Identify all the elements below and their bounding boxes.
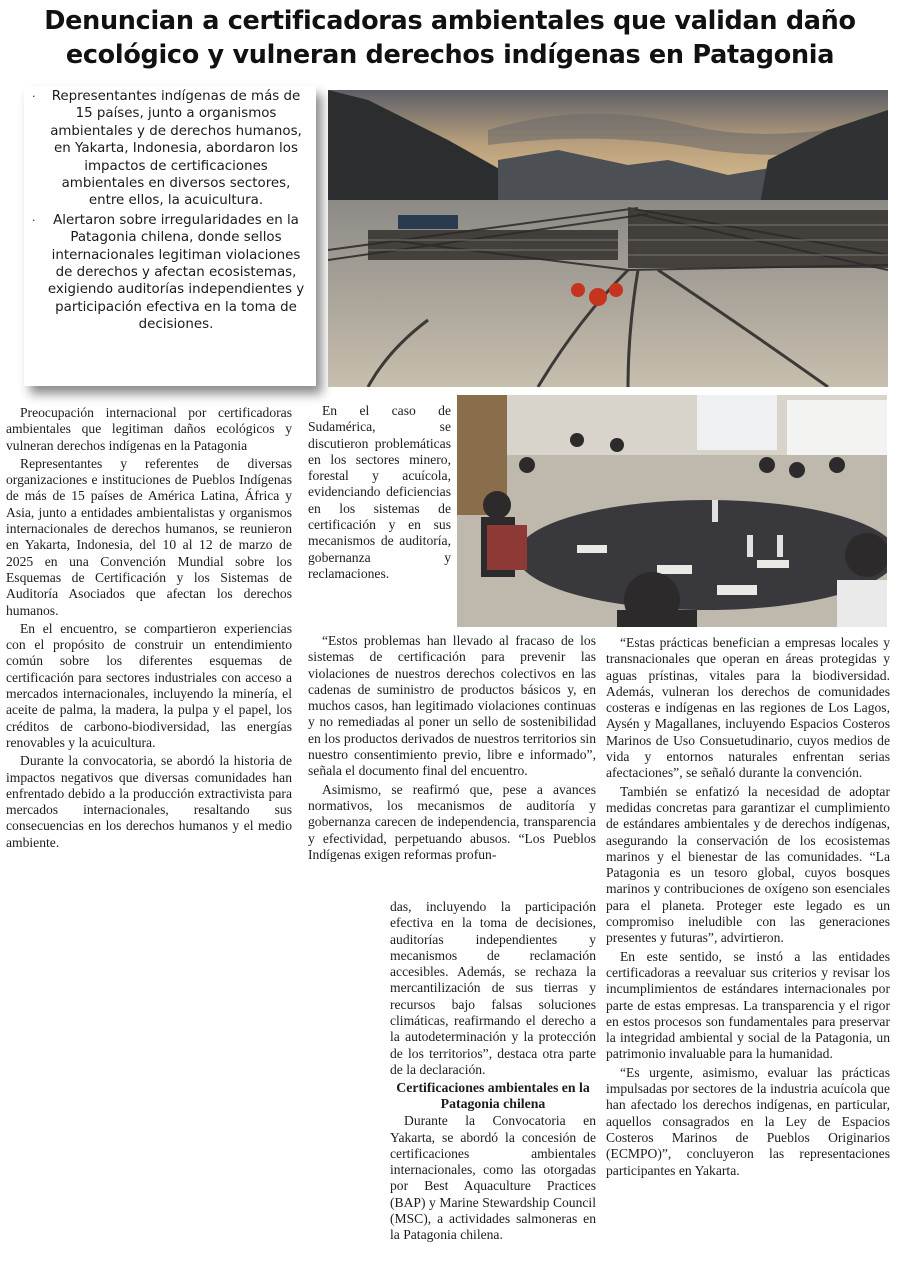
bullet-marker: · <box>32 90 36 103</box>
paragraph: “Estas prácticas benefician a empresas locales y transnacionales que operan en áreas protegidas y aguas prístinas, vitales para la biodiversidad. Además, vulneran los derechos de comunidades costeras e indígenas en las regiones de Los Lagos, Aysén y Magallanes, incluyendo Espacios Costeros Marinos de Uso Consuetudinario, cuyos medios de vida y entornos naturales enfrentan serias afectaciones”, se señaló durante la convención. <box>606 635 890 781</box>
section-subheading: Certificaciones ambientales en la Patagonia chilena <box>396 1080 590 1112</box>
column-1 <box>6 405 292 853</box>
column-2-top <box>308 403 451 584</box>
meeting-photo <box>457 395 887 627</box>
bullet-marker: · <box>32 213 36 227</box>
salmon-farm-photo <box>328 90 888 387</box>
meeting-illustration <box>457 395 887 627</box>
paragraph: Representantes y referentes de diversas organizaciones e instituciones de Pueblos Indígenas de más de 15 países de América Latina, África y Asia, junto a entidades ambientalistas y organismos internacionales de derechos humanos, se reunieron en Yakarta, Indonesia, del 10 al 12 de marzo de 2025 en una Convención Mundial sobre los Esquemas de Certificación y los Sistemas de Auditoría Asociados que afectan los derechos humanos. <box>6 455 292 618</box>
summary-text: Alertaron sobre irregularidades en la Patagonia chilena, donde sellos internacionales legitiman violaciones de derechos y afectan ecosistemas, exigiendo auditorías independientes y participación efectiva en la toma de decisiones. <box>47 212 305 333</box>
paragraph: En este sentido, se instó a las entidades certificadoras a reevaluar sus criterios y revisar los incumplimientos de estándares internacionales por parte de estas empresas. La transparencia y el rigor en estos procesos son fundamentales para preservar la integridad ambiental y social de la Patagonia, un patrimonio invaluable para la humanidad. <box>606 948 890 1062</box>
summary-list <box>32 88 306 334</box>
paragraph: Preocupación internacional por certificadoras ambientales que legitiman daños ecológicos y vulneran derechos indígenas en la Patagonia <box>6 405 292 453</box>
column-2-bottom <box>390 899 596 1246</box>
paragraph: “Es urgente, asimismo, evaluar las prácticas impulsadas por sectores de la industria acuícola que han afectado los derechos indígenas, en particular, aquellos consagrados en la Ley de Espacios Costeros Marinos de Pueblos Originarios (ECMPO)”, concluyeron las representaciones participantes en Yakarta. <box>606 1064 890 1178</box>
paragraph: Durante la Convocatoria en Yakarta, se abordó la concesión de certificaciones ambientales internacionales, como las otorgadas por Best Aquaculture Practices (BAP) y Marine Stewardship Council (MSC), a actividades salmoneras en la Patagonia chilena. <box>390 1113 596 1243</box>
salmon-farm-illustration <box>328 90 888 387</box>
column-2-middle <box>308 633 596 865</box>
paragraph: En el caso de Sudamérica, se discutieron problemáticas en los sectores minero, forestal y acuícola, evidenciando deficiencias en los sistemas de certificación y en sus mecanismos de auditoría, gobernanza y reclamaciones. <box>308 403 451 581</box>
paragraph: En el encuentro, se compartieron experiencias con el propósito de construir un entendimiento común sobre los diferentes esquemas de certificación para sectores industriales con acceso a mercados internacionales, incluyendo la minería, el aceite de palma, la madera, la pulpa y el papel, los créditos de carbono-biodiversidad, las energías renovables y la acuicultura. <box>6 620 292 750</box>
paragraph: Durante la convocatoria, se abordó la historia de impactos negativos que diversas comunidades han enfrentado debido a la producción extractivista para mercados internacionales, resaltando sus consecuencias en los derechos humanos y el medio ambiente. <box>6 753 292 850</box>
summary-item <box>32 88 306 210</box>
paragraph: También se enfatizó la necesidad de adoptar medidas concretas para garantizar el cumplimiento de estándares ambientales y de derechos indígenas, asegurando la conservación de los ecosistemas marinos y el bienestar de las comunidades. “La Patagonia es un tesoro global, cuyos bosques marinos y contribuciones de oxígeno son esenciales para el planeta. Proteger este legado es un compromiso ineludible con las generaciones presentes y futuras”, advirtieron. <box>606 783 890 946</box>
paragraph: Asimismo, se reafirmó que, pese a avances normativos, los mecanismos de auditoría y gobernanza carecen de independencia, transparencia y efectividad, perpetuando abusos. “Los Pueblos Indígenas exigen reformas profun- <box>308 781 596 862</box>
summary-text: Representantes indígenas de más de 15 países, junto a organismos ambientales y de derechos humanos, en Yakarta, Indonesia, abordaron los impactos de certificaciones ambientales en diversos sectores, entre ellos, la acuicultura. <box>50 89 302 209</box>
column-3 <box>606 635 890 1181</box>
paragraph: “Estos problemas han llevado al fracaso de los sistemas de certificación para prevenir las violaciones de nuestros derechos colectivos en las cadenas de suministro de productos básicos y, en muchos casos, han legitimado violaciones continuas y no remediadas al poner un sello de sostenibilidad en los productos derivados de nuestros territorios sin nuestro consentimiento previo, libre e informado”, señala el documento final del encuentro. <box>308 633 596 779</box>
article-headline: Denuncian a certificadoras ambientales que validan daño ecológico y vulneran derechos indígenas en Patagonia <box>44 6 856 70</box>
paragraph: das, incluyendo la participación efectiva en la toma de decisiones, auditorías independientes y mecanismos de reclamación accesibles. Además, se rechaza la mercantilización de sus tierras y recursos bajo falsas soluciones climáticas, reafirmando el derecho a la autodeterminación y la protección de los territorios”, destaca otra parte de la declaración. <box>390 899 596 1077</box>
summary-box <box>24 86 316 386</box>
summary-item <box>32 212 306 334</box>
